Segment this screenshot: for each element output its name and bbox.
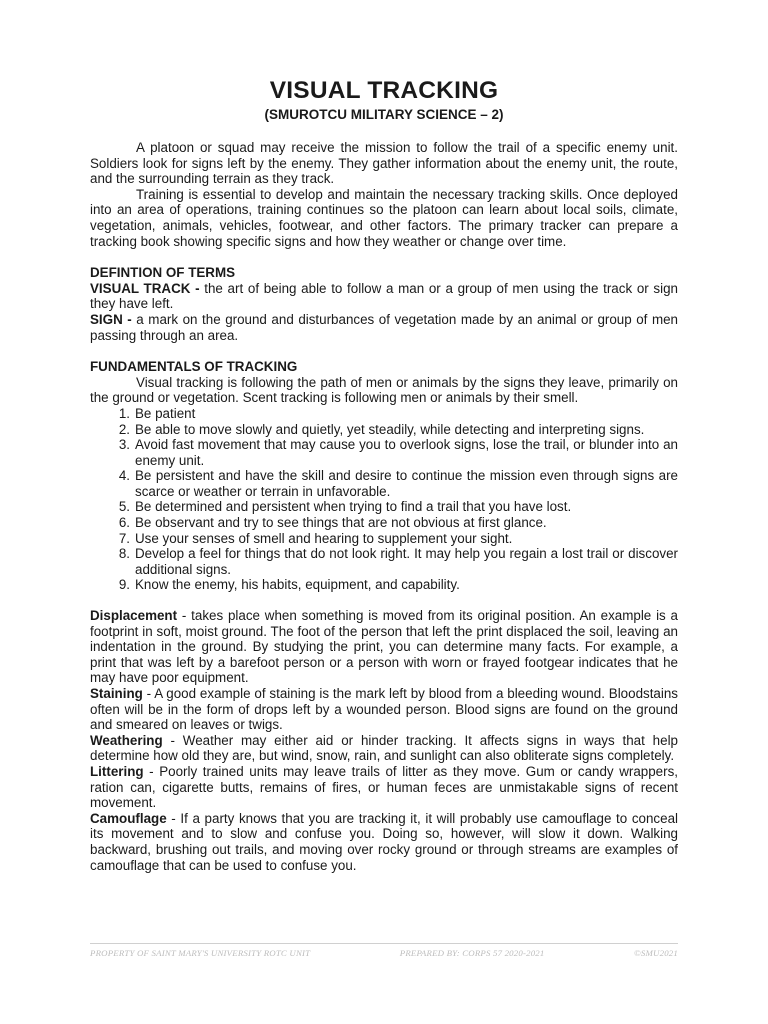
definition-sign: [90, 312, 678, 343]
footer-property: PROPERTY OF SAINT MARY'S UNIVERSITY ROTC UNIT: [90, 948, 311, 958]
sign-term: Camouflage: [90, 810, 167, 826]
list-number: 2.: [118, 421, 130, 437]
sign-littering: [90, 764, 678, 811]
definition-text: the art of being able to follow a man or a group of men using the track or sign they have left.: [90, 280, 678, 312]
list-item: [118, 530, 678, 547]
sign-text: - Poorly trained units may leave trails of litter as they move. Gum or candy wrappers, ration can, cigarette butts, remains of fires, or human feces are unmistakable signs of recent movement.: [90, 763, 678, 811]
sign-text: - If a party knows that you are tracking it, it will probably use camouflage to conceal its movement and to slow and confuse you. Doing so, however, will slow it down. Walking backward, brushing out trails, and moving over rocky ground or through streams are examples of camouflage that can be used to confuse you.: [90, 810, 678, 873]
list-item: [118, 468, 678, 499]
list-text: Be persistent and have the skill and desire to continue the mission even through signs are scarce or weather or terrain in unfavorable.: [135, 468, 678, 499]
list-number: 3.: [118, 437, 130, 453]
document-body: [90, 140, 678, 873]
list-number: 9.: [118, 577, 130, 593]
sign-camouflage: [90, 811, 678, 873]
list-text: Be determined and persistent when trying to find a trail that you have lost.: [135, 499, 572, 515]
definition-text: a mark on the ground and disturbances of vegetation made by an animal or group of men passing through an area.: [90, 311, 679, 343]
sign-displacement: [90, 608, 678, 686]
list-number: 1.: [118, 405, 130, 421]
sign-text: - takes place when something is moved from its original position. An example is a footprint in soft, moist ground. The foot of the person that left the print displaced the soil, leaving an indentation in the ground. By studying the print, you can determine many facts. For example, a print that was left by a barefoot person or a person with worn or frayed footgear indicates that he may have poor equipment.: [90, 608, 678, 686]
list-number: 5.: [118, 499, 130, 515]
definition-visual-track: [90, 281, 678, 312]
fundamentals-heading: FUNDAMENTALS OF TRACKING: [90, 359, 298, 375]
sign-term: Weathering: [90, 732, 163, 748]
list-item: [118, 421, 678, 438]
definition-term: VISUAL TRACK -: [90, 280, 200, 296]
document-title: VISUAL TRACKING: [269, 77, 499, 104]
list-item: [118, 515, 678, 531]
definition-term: SIGN -: [90, 311, 132, 327]
sign-weathering: [90, 733, 678, 764]
list-text: Be observant and try to see things that are not obvious at first glance.: [135, 515, 547, 531]
list-number: 6.: [118, 515, 130, 531]
intro-paragraph-1: A platoon or squad may receive the mission to follow the trail of a specific enemy unit. Soldiers look for signs left by the enemy. They gather information about the enemy unit, the route, and the surrounding terrain as they track.: [90, 140, 678, 187]
intro-paragraph-2: Training is essential to develop and maintain the necessary tracking skills. Once deployed into an area of operations, training continues so the platoon can learn about local soils, climate, vegetation, animals, vehicles, footwear, and other factors. The primary tracker can prepare a tracking book showing specific signs and how they weather or change over time.: [90, 186, 678, 249]
sign-term: Displacement: [90, 608, 178, 624]
list-number: 4.: [118, 468, 130, 484]
definitions-heading: DEFINTION OF TERMS: [90, 265, 236, 281]
list-text: Be patient: [135, 405, 196, 421]
page-footer: [90, 943, 678, 958]
sign-text: - Weather may either aid or hinder tracking. It affects signs in ways that help determine how old they are, but wind, snow, rain, and sunlight can also obliterate signs completely.: [90, 732, 678, 764]
footer-copyright: ©SMU2021: [634, 948, 678, 958]
list-text: Develop a feel for things that do not look right. It may help you regain a lost trail or discover additional signs.: [135, 546, 678, 577]
document-subtitle: (SMUROTCU MILITARY SCIENCE – 2): [264, 107, 504, 122]
list-item: [118, 499, 678, 515]
sign-term: Staining: [90, 686, 143, 701]
list-item: [118, 437, 678, 468]
list-item: [118, 577, 678, 593]
sign-staining: [90, 686, 678, 733]
list-text: Use your senses of smell and hearing to supplement your sight.: [135, 530, 513, 546]
list-number: 8.: [118, 546, 130, 562]
list-text: Avoid fast movement that may cause you to overlook signs, lose the trail, or blunder into an enemy unit.: [135, 437, 678, 468]
footer-prepared-by: PREPARED BY: CORPS 57 2020-2021: [399, 948, 545, 958]
section-gap: [90, 593, 678, 608]
list-item: [118, 405, 678, 422]
fundamentals-list: [90, 406, 678, 593]
list-number: 7.: [118, 530, 130, 546]
list-item: [118, 546, 678, 577]
list-text: Know the enemy, his habits, equipment, and capability.: [135, 577, 460, 593]
list-text: Be able to move slowly and quietly, yet steadily, while detecting and interpreting signs.: [135, 421, 645, 437]
sign-text: - A good example of staining is the mark left by blood from a bleeding wound. Bloodstains often will be in the form of drops left by a wounded person. Blood signs are found on the ground and smeared on leaves or twigs.: [90, 686, 678, 733]
fundamentals-intro: Visual tracking is following the path of men or animals by the signs they leave, primarily on the ground or vegetation. Scent tracking is following men or animals by their smell.: [90, 374, 678, 406]
sign-term: Littering: [90, 763, 144, 779]
